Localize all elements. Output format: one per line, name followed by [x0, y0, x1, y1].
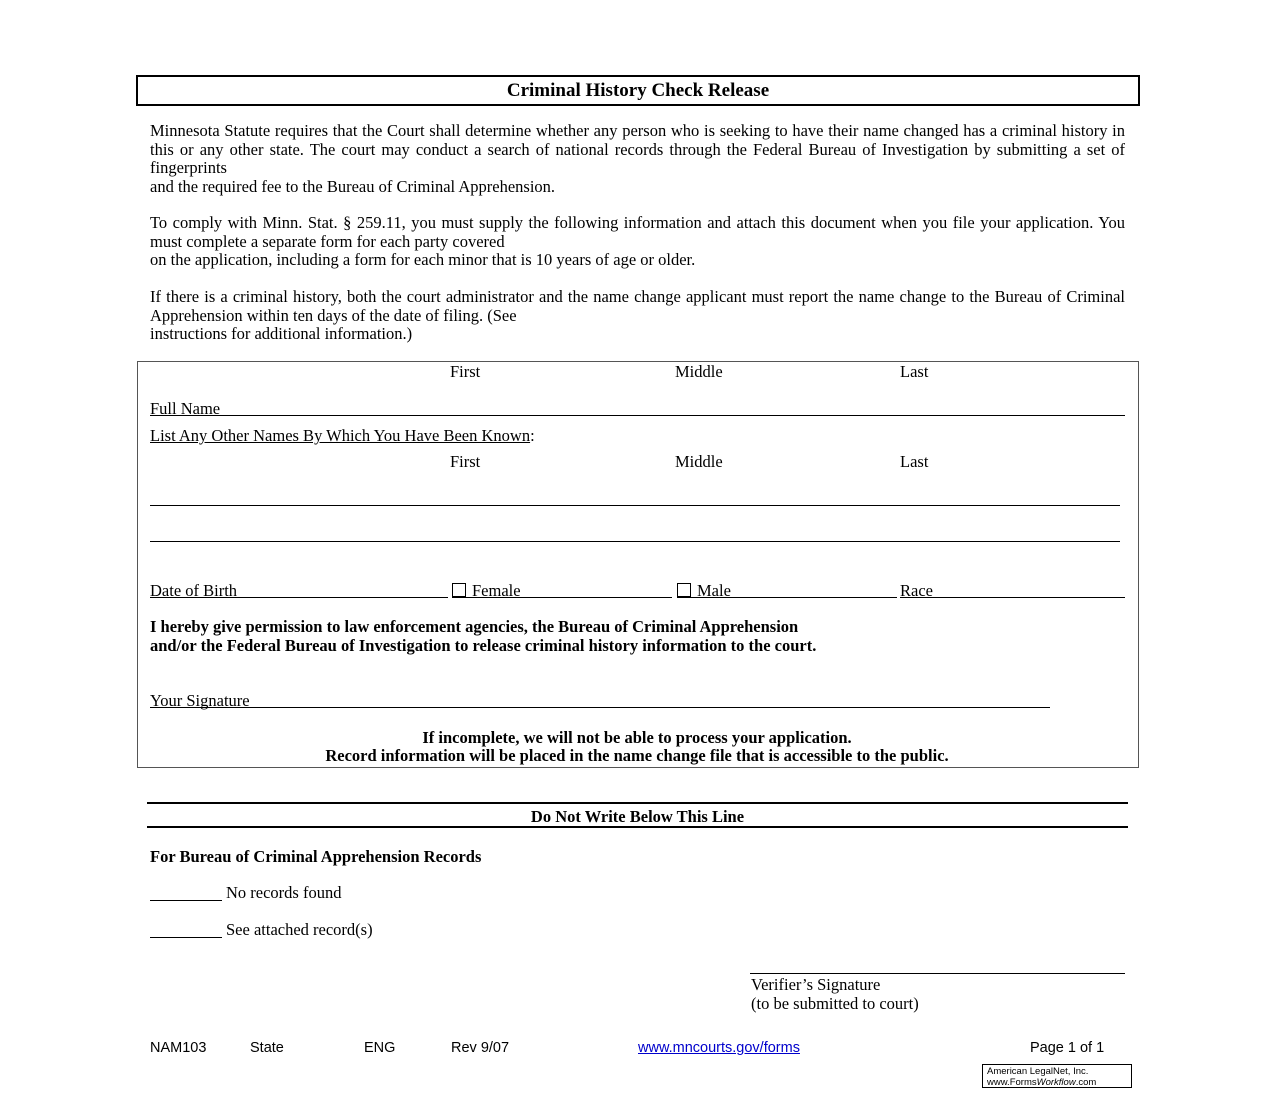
no-records-label: No records found [226, 883, 342, 902]
female-option [452, 581, 521, 600]
verifier-signature-label: Verifier’s Signature [751, 975, 881, 994]
other-names-colon: : [530, 426, 535, 445]
signature-field[interactable] [150, 689, 1050, 708]
public-record-warning: Record information will be placed in the name change file that is accessible to the public. [325, 746, 949, 765]
signature-label: Your Signature [150, 691, 250, 710]
col-middle-label-2: Middle [675, 452, 723, 471]
female-label: Female [472, 581, 521, 600]
full-name-label: Full Name [150, 399, 221, 418]
dob-label: Date of Birth [150, 581, 238, 600]
permission-line-2: and/or the Federal Bureau of Investigation to release criminal history information to the court. [150, 636, 817, 655]
stamp-url-workflow: Workflow [1036, 1077, 1076, 1088]
incomplete-warning: If incomplete, we will not be able to process your application. [422, 728, 852, 747]
no-records-blank[interactable] [150, 884, 222, 901]
race-label: Race [900, 581, 933, 600]
attached-records-blank[interactable] [150, 921, 222, 938]
compliance-text-last: on the application, including a form for each minor that is 10 years of age or older. [150, 250, 696, 269]
reporting-text-last: instructions for additional information.) [150, 324, 413, 343]
male-checkbox[interactable] [677, 583, 691, 597]
page-number: Page 1 of 1 [1030, 1040, 1105, 1056]
form-code: NAM103 [150, 1040, 207, 1056]
divider-bottom-rule [147, 826, 1128, 828]
col-last-label-2: Last [900, 452, 929, 471]
other-names-label: List Any Other Names By Which You Have Been Known [150, 426, 531, 445]
compliance-text: To comply with Minn. Stat. § 259.11, you must supply the following information and attach this document when you file your application. You must complete a separate form for each party covered [150, 213, 1125, 251]
divider-top-rule [147, 802, 1128, 804]
male-option [677, 581, 731, 600]
stamp-line-1: American LegalNet, Inc. [987, 1066, 1089, 1077]
forms-url-link[interactable]: www.mncourts.gov/forms [638, 1040, 800, 1056]
language: ENG [364, 1040, 396, 1056]
race-field[interactable] [900, 579, 1125, 598]
permission-line-1: I hereby give permission to law enforcement agencies, the Bureau of Criminal Apprehension [150, 617, 799, 636]
form-title: Criminal History Check Release [136, 75, 1140, 106]
reporting-paragraph [150, 288, 1125, 344]
stamp-line-2 [987, 1077, 1131, 1088]
verifier-signature-field[interactable] [750, 955, 1125, 974]
jurisdiction: State [250, 1040, 284, 1056]
compliance-paragraph [150, 214, 1125, 270]
col-first-label: First [450, 362, 481, 381]
full-name-field[interactable] [150, 397, 1125, 416]
intro-paragraph [150, 122, 1125, 196]
col-middle-label: Middle [675, 362, 723, 381]
bca-records-heading: For Bureau of Criminal Apprehension Records [150, 847, 482, 866]
intro-text: Minnesota Statute requires that the Court shall determine whether any person who is seeking to have their name changed has a criminal history in this or any other state. The court may conduct a search of national records through the Federal Bureau of Investigation by submitting a set of fingerprints [150, 121, 1125, 177]
other-name-field-2[interactable] [150, 521, 1120, 542]
col-first-label-2: First [450, 452, 481, 471]
other-names-heading [150, 426, 535, 445]
intro-text-last: and the required fee to the Bureau of Criminal Apprehension. [150, 176, 556, 196]
revision: Rev 9/07 [451, 1040, 510, 1056]
verifier-note: (to be submitted to court) [751, 994, 919, 1013]
female-checkbox[interactable] [452, 583, 466, 597]
stamp-url-suffix: .com [1075, 1077, 1097, 1088]
male-label: Male [697, 581, 731, 600]
stamp-url-prefix: www.Forms [987, 1077, 1037, 1088]
reporting-text: If there is a criminal history, both the court administrator and the name change applicant must report the name change to the Bureau of Criminal Apprehension within ten days of the date of filing. (See [150, 287, 1125, 325]
col-last-label: Last [900, 362, 929, 381]
attached-records-label: See attached record(s) [226, 920, 373, 939]
do-not-write-label: Do Not Write Below This Line [530, 807, 745, 826]
other-name-field-1[interactable] [150, 485, 1120, 506]
publisher-stamp [982, 1064, 1132, 1088]
